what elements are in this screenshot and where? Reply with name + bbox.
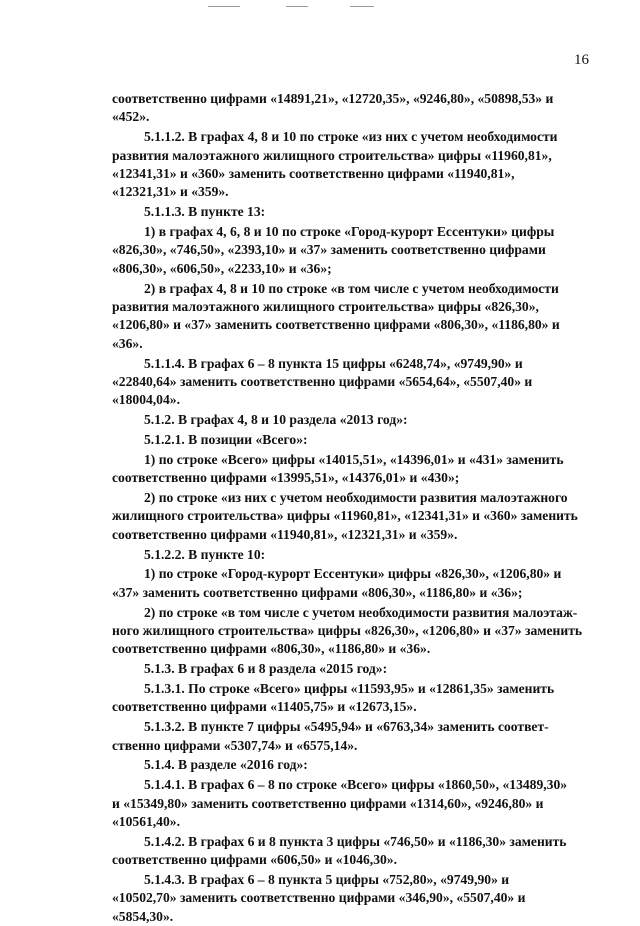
paragraph: 1) в графах 4, 6, 8 и 10 по строке «Город-курорт Ессентуки» цифры «826,30», «746,50», «2393,10» и «37» заменить соответственно цифрами «806,30», «606,50», «2233,10» и «36»; [112, 224, 555, 276]
scan-mark-center [286, 6, 308, 7]
paragraph: соответственно цифрами «14891,21», «12720,35», «9246,80», «50898,53» и «452». [112, 91, 554, 125]
paragraph: 5.1.1.3. В пункте 13: [144, 204, 266, 220]
paragraph: 5.1.3.1. По строке «Всего» цифры «11593,95» и «12861,35» заменить соответственно цифрами «11405,75» и «12673,15». [112, 681, 555, 715]
scan-mark-left [208, 6, 240, 7]
paragraph: 5.1.4. В разделе «2016 год»: [144, 757, 308, 773]
scan-mark-right [350, 6, 374, 7]
document-body [112, 90, 600, 926]
paragraph: 5.1.1.4. В графах 6 – 8 пункта 15 цифры «6248,74», «9749,90» и «22840,64» заменить соответственно цифрами «5654,64», «5507,40» и «18004,04». [112, 355, 533, 408]
paragraph: 1) по строке «Город-курорт Ессентуки» цифры «826,30», «1206,80» и «37» заменить соответственно цифрами «806,30», «1186,80» и «36»; [112, 566, 562, 600]
paragraph: 5.1.2.1. В позиции «Всего»: [144, 432, 308, 448]
paragraph: 5.1.2.2. В пункте 10: [144, 546, 266, 562]
paragraph: 5.1.3.2. В пункте 7 цифры «5495,94» и «6763,34» заменить соответ- ственно цифрами «5307,74» и «6575,14». [112, 719, 549, 753]
paragraph: 5.1.4.1. В графах 6 – 8 по строке «Всего» цифры «1860,50», «13489,30» и «15349,80» заменить соответственно цифрами «1314,60», «9246,80» и «10561,40». [112, 777, 568, 830]
paragraph: 2) по строке «в том числе с учетом необходимости развития малоэтаж- ного жилищного строительства» цифры «826,30», «1206,80» и «37» заменить соответственно цифрами «806,30», «1186,80» и «36». [112, 604, 583, 657]
paragraph: 2) по строке «из них с учетом необходимости развития малоэтажного жилищного строительства» цифры «11960,81», «12341,31» и «360» заменить соответственно цифрами «11940,81», «12321,31» и «359». [112, 490, 578, 542]
paragraph: 1) по строке «Всего» цифры «14015,51», «14396,01» и «431» заменить соответственно цифрами «13995,51», «14376,01» и «430»; [112, 451, 564, 486]
paragraph: 5.1.4.3. В графах 6 – 8 пункта 5 цифры «752,80», «9749,90» и «10502,70» заменить соответственно цифрами «346,90», «5507,40» и «5854,30». [112, 872, 526, 924]
page-number: 16 [574, 52, 589, 68]
paragraph: 5.1.2. В графах 4, 8 и 10 раздела «2013 год»: [144, 412, 408, 428]
paragraph: 5.1.3. В графах 6 и 8 раздела «2015 год»: [144, 661, 388, 677]
paragraph: 5.1.1.2. В графах 4, 8 и 10 по строке «из них с учетом необходимости развития малоэтажного жилищного строительства» цифры «11960,81», «12341,31» и «360» заменить соответственно цифрами «11940,81», «12321,31» и «359». [112, 129, 558, 200]
paragraph: 2) в графах 4, 8 и 10 по строке «в том числе с учетом необходимости развития малоэтажного жилищного строительства» цифры «826,30», «1206,80» и «37» заменить соответственно цифрами «806,30», «1186,80» и «36». [112, 280, 560, 351]
paragraph: 5.1.4.2. В графах 6 и 8 пункта 3 цифры «746,50» и «1186,30» заменить соответственно цифрами «606,50» и «1046,30». [112, 833, 567, 868]
scan-marks [0, 6, 640, 14]
